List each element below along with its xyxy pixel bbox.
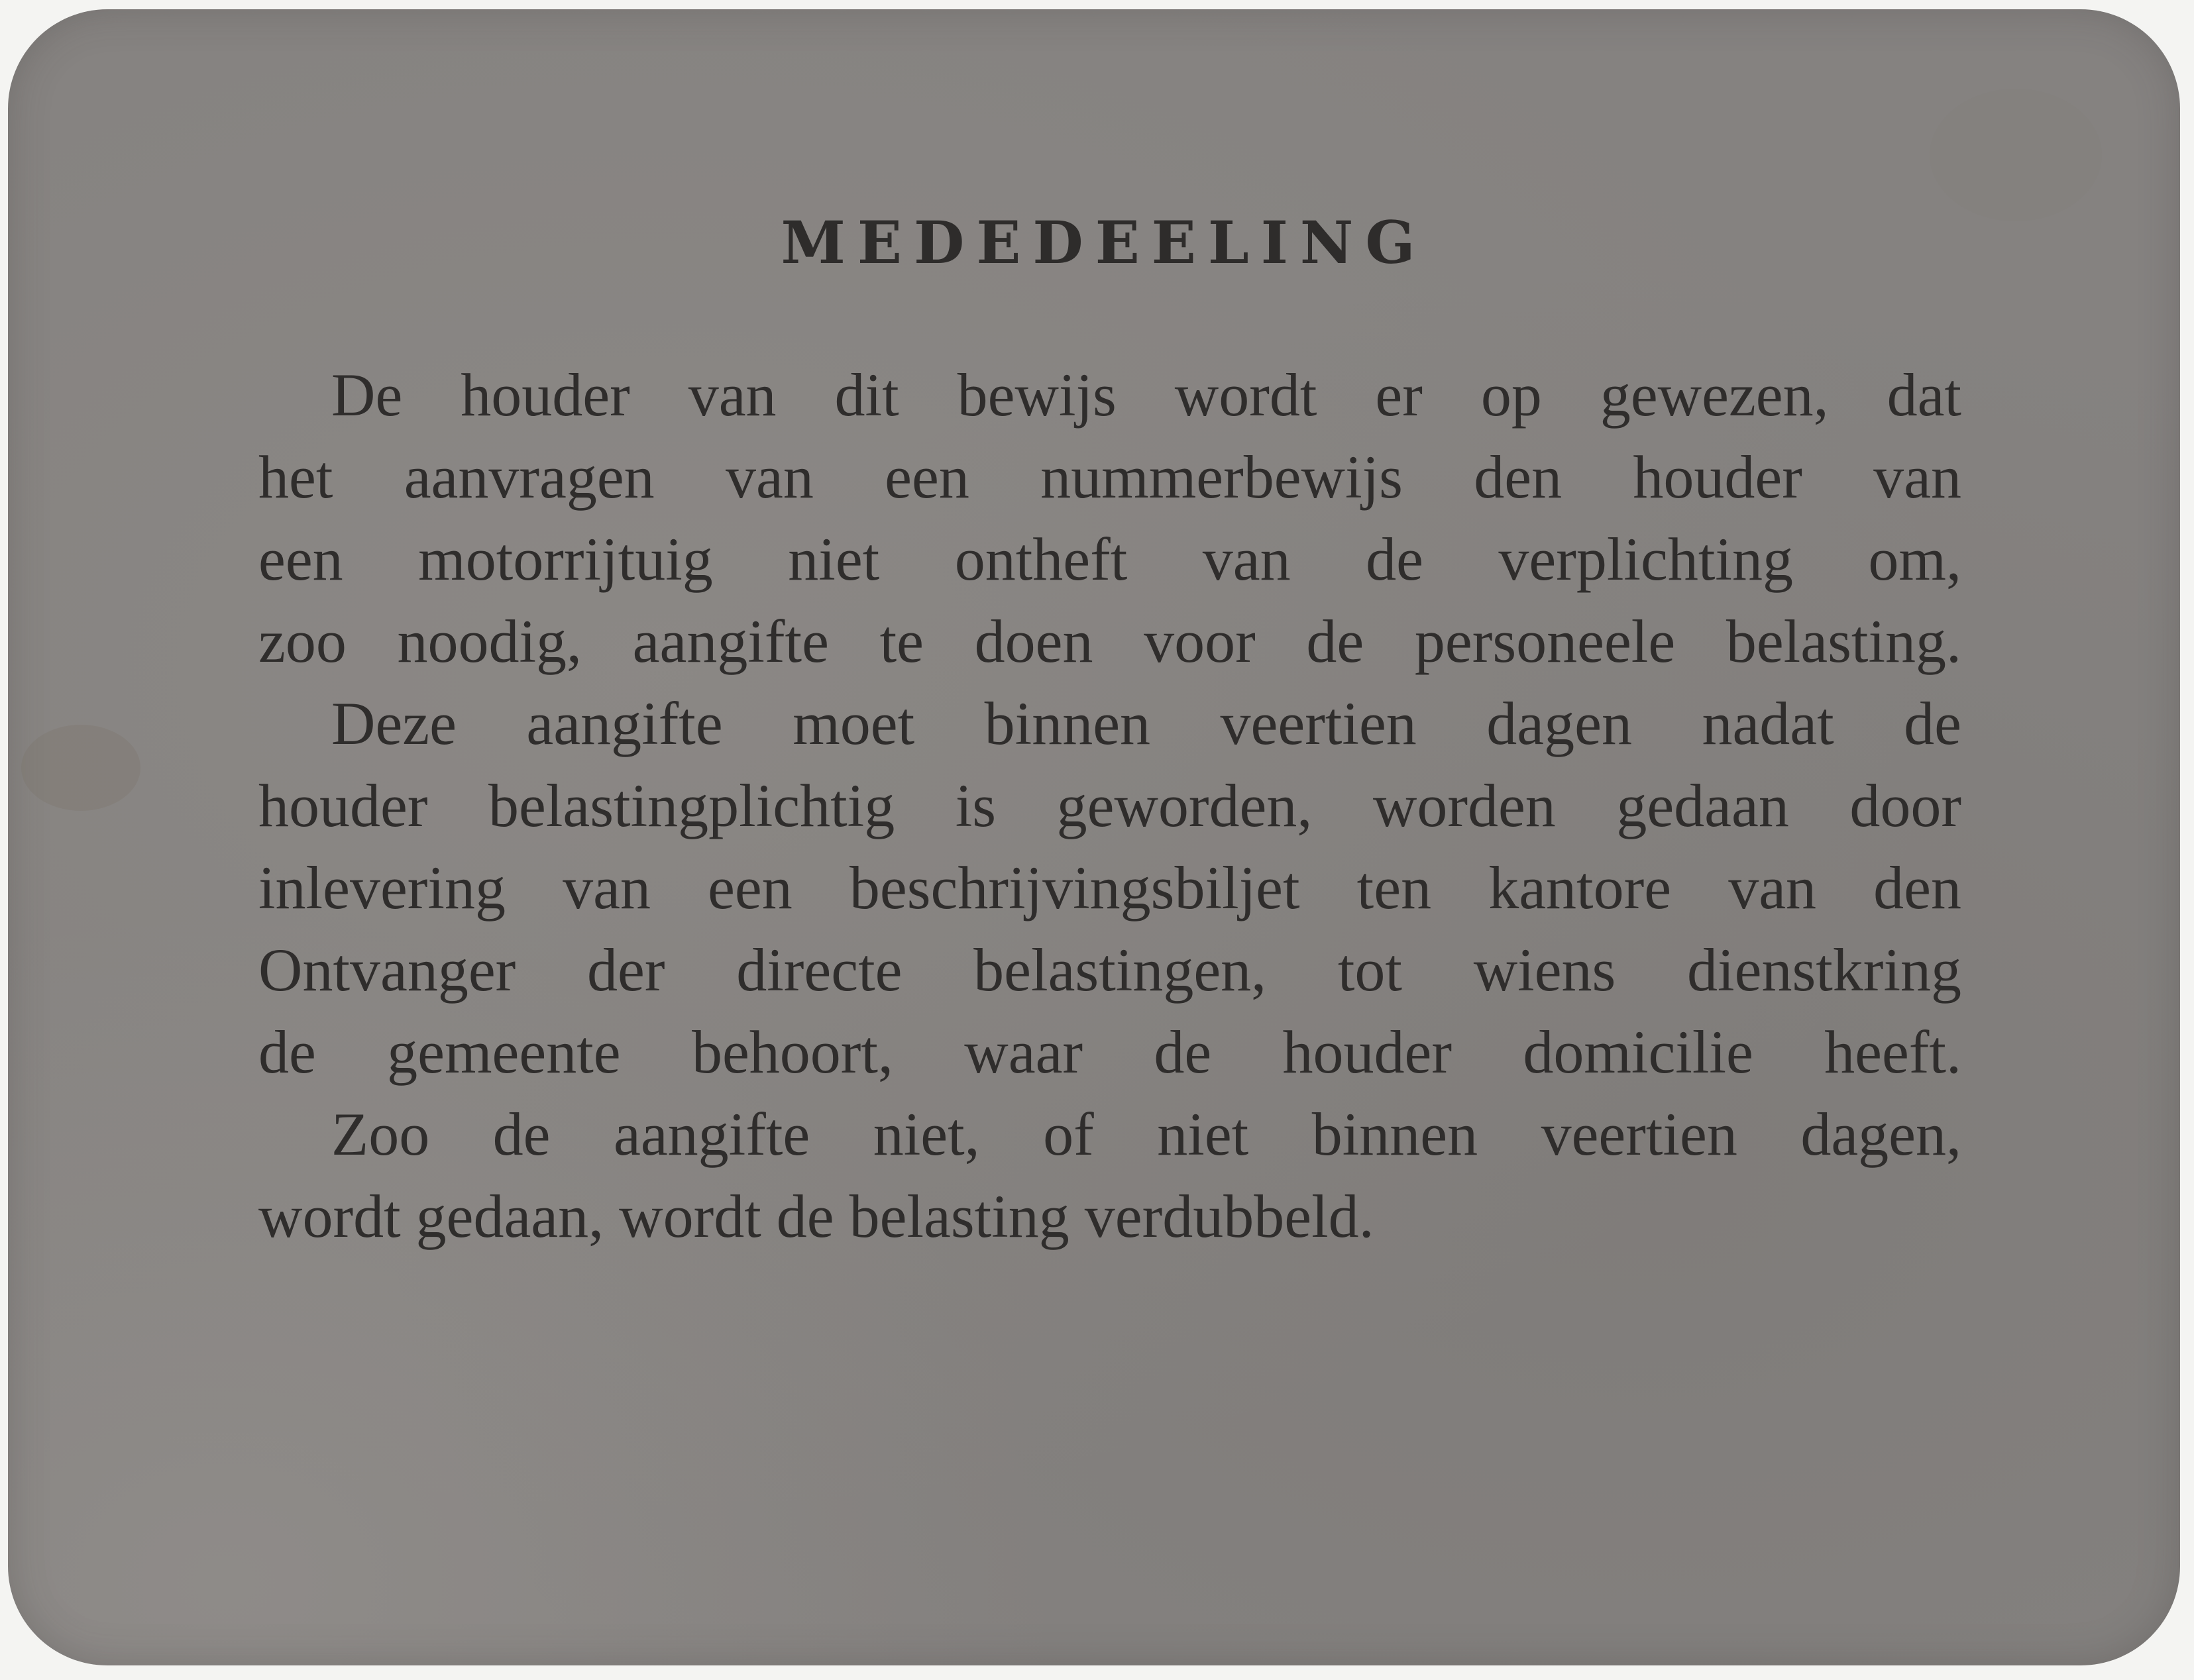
- text-line: inlevering van een beschrijvingsbiljet ten kantore van den: [258, 854, 1961, 921]
- text-line: De houder van dit bewijs wordt er op gewezen, dat: [331, 361, 1961, 429]
- text-line: Ontvanger der directe belastingen, tot wiens dienstkring: [258, 936, 1961, 1004]
- text-line: een motorrijtuig niet ontheft van de verplichting om,: [258, 525, 1961, 593]
- text-line: Deze aangifte moet binnen veertien dagen nadat de: [331, 690, 1961, 757]
- notice-body: [258, 354, 1961, 1257]
- notice-card: [8, 9, 2180, 1665]
- text-line: de gemeente behoort, waar de houder domicilie heeft.: [258, 1018, 1961, 1086]
- text-line: Zoo de aangifte niet, of niet binnen veertien dagen,: [331, 1100, 1961, 1168]
- notice-title: MEDEDEELING: [781, 208, 1427, 277]
- text-line: houder belastingplichtig is geworden, worden gedaan door: [258, 772, 1961, 839]
- text-line: zoo noodig, aangifte te doen voor de personeele belasting.: [258, 607, 1961, 675]
- paper-stain: [21, 725, 140, 811]
- text-line: het aanvragen van een nummerbewijs den houder van: [258, 443, 1961, 511]
- text-line: wordt gedaan, wordt de belasting verdubbeld.: [258, 1182, 1374, 1250]
- paper-stain: [1930, 89, 2102, 221]
